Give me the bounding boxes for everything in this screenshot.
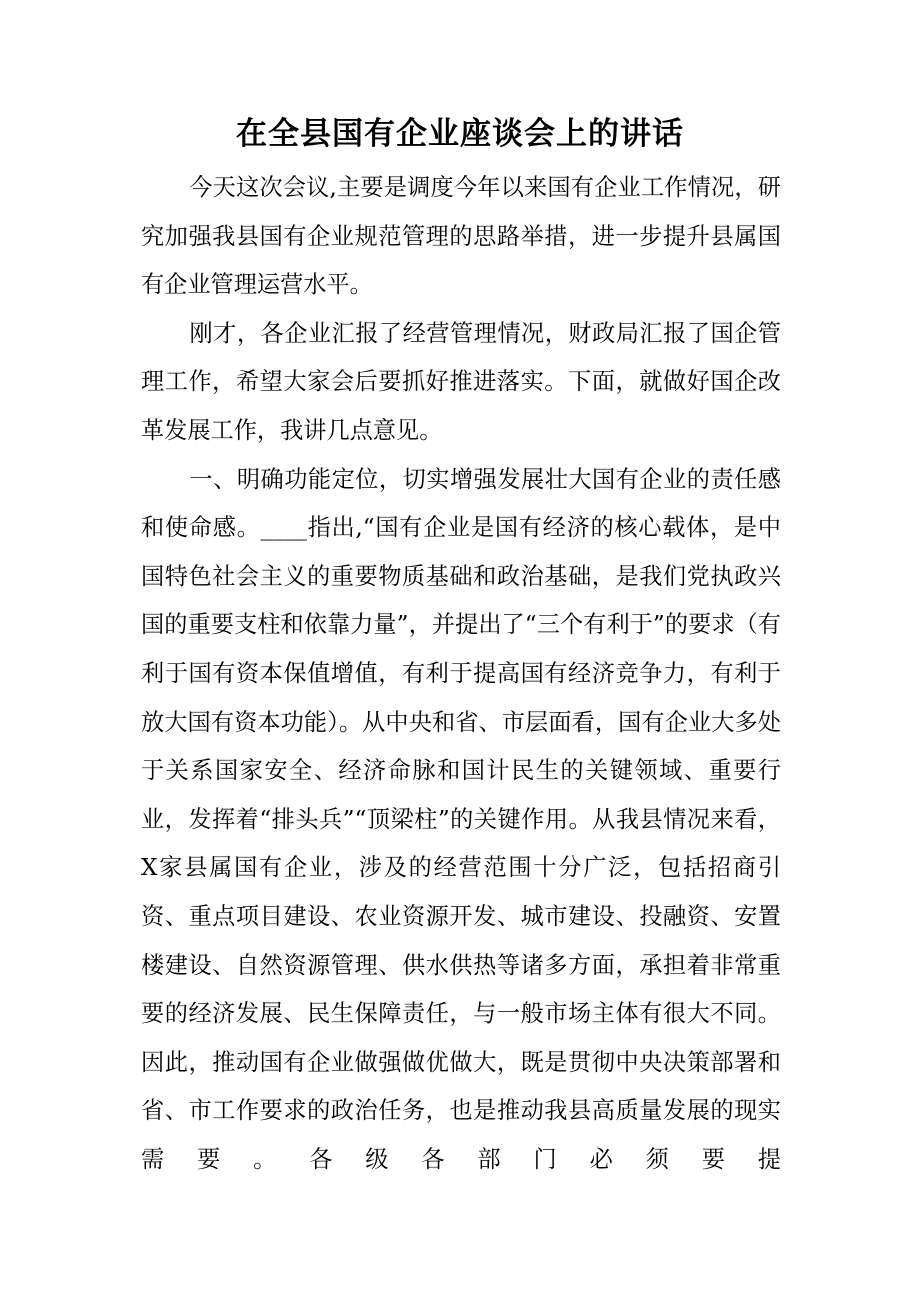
paragraph-text: 今天这次会议,主要是调度今年以来国有企业工作情况，研究加强我县国有企业规范管理的思路举措，进一步提升县属国有企业管理运营水平。 [141,174,781,299]
document-body [141,164,781,1184]
paragraph-section-one [141,456,781,1185]
paragraph-text: 刚才，各企业汇报了经营管理情况，财政局汇报了国企管理工作，希望大家会后要抓好推进落实。下面，就做好国企改革发展工作，我讲几点意见。 [141,319,781,444]
paragraph-reports [141,310,781,456]
paragraph-opening [141,164,781,310]
document-title: 在全县国有企业座谈会上的讲话 [236,116,684,152]
paragraph-text: 一、明确功能定位，切实增强发展壮大国有企业的责任感和使命感。____指出,“国有企业是国有经济的核心载体，是中国特色社会主义的重要物质基础和政治基础，是我们党执政兴国的重要支柱和依靠力量”，并提出了“三个有利于”的要求（有利于国有资本保值增值，有利于提高国有经济竞争力，有利于放大国有资本功能）。从中央和省、市层面看，国有企业大多处于关系国家安全、经济命脉和国计民生的关键领域、重要行业，发挥着“排头兵”“顶梁柱”的关键作用。从我县情况来看，X家县属国有企业，涉及的经营范围十分广泛，包括招商引资、重点项目建设、农业资源开发、城市建设、投融资、安置楼建设、自然资源管理、供水供热等诸多方面，承担着非常重要的经济发展、民生保障责任，与一般市场主体有很大不同。因此，推动国有企业做强做优做大，既是贯彻中央决策部署和省、市工作要求的政治任务，也是推动我县高质量发展的现实需要。各级各部门必须要提 [141,465,781,1173]
